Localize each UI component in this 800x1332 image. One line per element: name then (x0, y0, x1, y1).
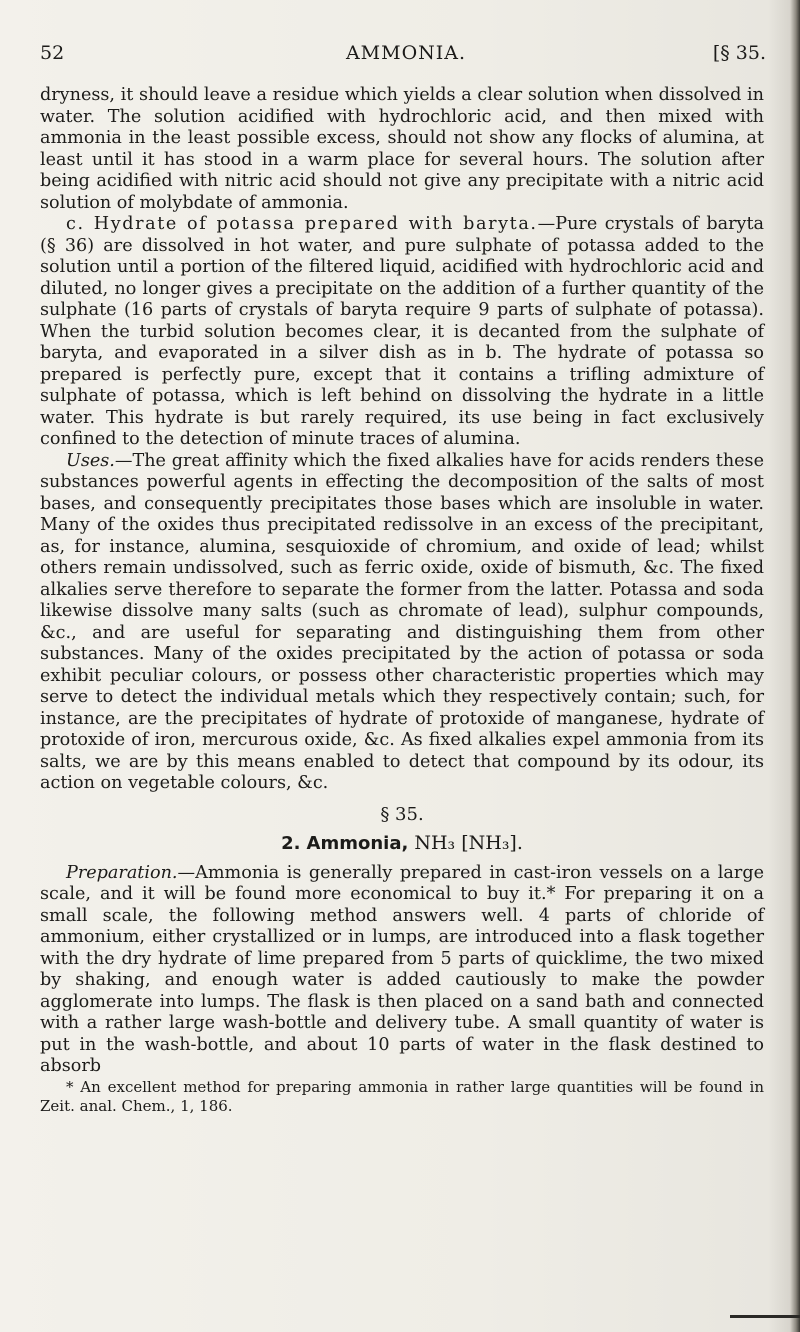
page-header (40, 42, 772, 70)
bottom-rule (730, 1315, 800, 1318)
paragraph-preparation (40, 863, 764, 1078)
subheading-preparation: Preparation. (66, 862, 178, 883)
section-title (40, 833, 764, 855)
paragraph-hydrate-potassa-text: —Pure crystals of baryta (§ 36) are dissolved in hot water, and pure sulphate of potassa added to the solution until a portion of the filtered liquid, acidified with hydrochloric acid and diluted, no longer gives a precipitate on the addition of a further quantity of the sulphate (16 parts of crystals of baryta require 9 parts of sulphate of potassa). When the turbid solution becomes clear, it is decanted from the sulphate of baryta, and evaporated in a silver dish as in b. The hydrate of potassa so prepared is perfectly pure, except that it contains a trifling admixture of sulphate of potassa, which is left behind on dissolving the hydrate in a little water. This hydrate is but rarely required, its use being in fact exclusively confined to the detection of minute traces of alumina. (40, 214, 765, 449)
section-title-formula: NH₃ [NH₃]. (414, 832, 523, 854)
subheading-hydrate-potassa: c. Hydrate of potassa prepared with baryta. (66, 214, 538, 234)
paragraph-dryness: dryness, it should leave a residue which yields a clear solution when dissolved in water. The solution acidified with hydrochloric acid, and then mixed with ammonia in the least possible excess, should not show any flocks of alumina, at least until it has stood in a warm place for several hours. The solution after being acidified with nitric acid should not give any precipitate with a nitric acid solution of molybdate of ammonia. (40, 85, 764, 213)
section-reference: [§ 35. (712, 42, 766, 64)
body-text (40, 85, 764, 1116)
section-title-name: Ammonia, (306, 833, 409, 854)
paragraph-hydrate-potassa (40, 214, 764, 451)
footnote: * An excellent method for preparing ammonia in rather large quantities will be found in Zeit. anal. Chem., 1, 186. (40, 1077, 764, 1115)
subheading-uses: Uses. (66, 450, 115, 471)
page-edge (790, 0, 800, 1332)
paragraph-uses (40, 451, 764, 795)
section-number: § 35. (380, 803, 424, 825)
page-number: 52 (40, 42, 65, 64)
paragraph-preparation-text: —Ammonia is generally prepared in cast-iron vessels on a large scale, and it will be found more economical to buy it.* For preparing it on a small scale, the following method answers well. 4 parts of chloride of ammonium, either crystallized or in lumps, are introduced into a flask together with the dry hydrate of lime prepared from 5 parts of quicklime, the two mixed by shaking, and enough water is added cautiously to make the powder agglomerate into lumps. The flask is then placed on a sand bath and connected with a rather large wash-bottle and delivery tube. A small quantity of water is put in the wash-bottle, and about 10 parts of water in the flask destined to absorb (40, 862, 764, 1076)
section-title-number: 2. (281, 833, 301, 854)
running-head: AMMONIA. (345, 42, 467, 64)
paragraph-uses-text: —The great affinity which the fixed alkalies have for acids renders these substances powerful agents in effecting the decomposition of the salts of most bases, and consequently precipitates those bases which are insoluble in water. Many of the oxides thus precipitated redissolve in an excess of the precipitant, as, for instance, alumina, sesquioxide of chromium, and oxide of lead; whilst others remain undissolved, such as ferric oxide, oxide of bismuth, &c. The fixed alkalies serve therefore to separate the former from the latter. Potassa and soda likewise dissolve many salts (such as chromate of lead), sulphur compounds, &c., and are useful for separating and distinguishing them from other substances. Many of the oxides precipitated by the action of potassa or soda exhibit peculiar colours, or possess other characteristic properties which may serve to detect the individual metals which they respectively contain; such, for instance, are the precipitates of hydrate of protoxide of manganese, hydrate of protoxide of iron, mercurous oxide, &c. As fixed alkalies expel ammonia from its salts, we are by this means enabled to detect that compound by its odour, its action on vegetable colours, &c. (40, 450, 764, 793)
